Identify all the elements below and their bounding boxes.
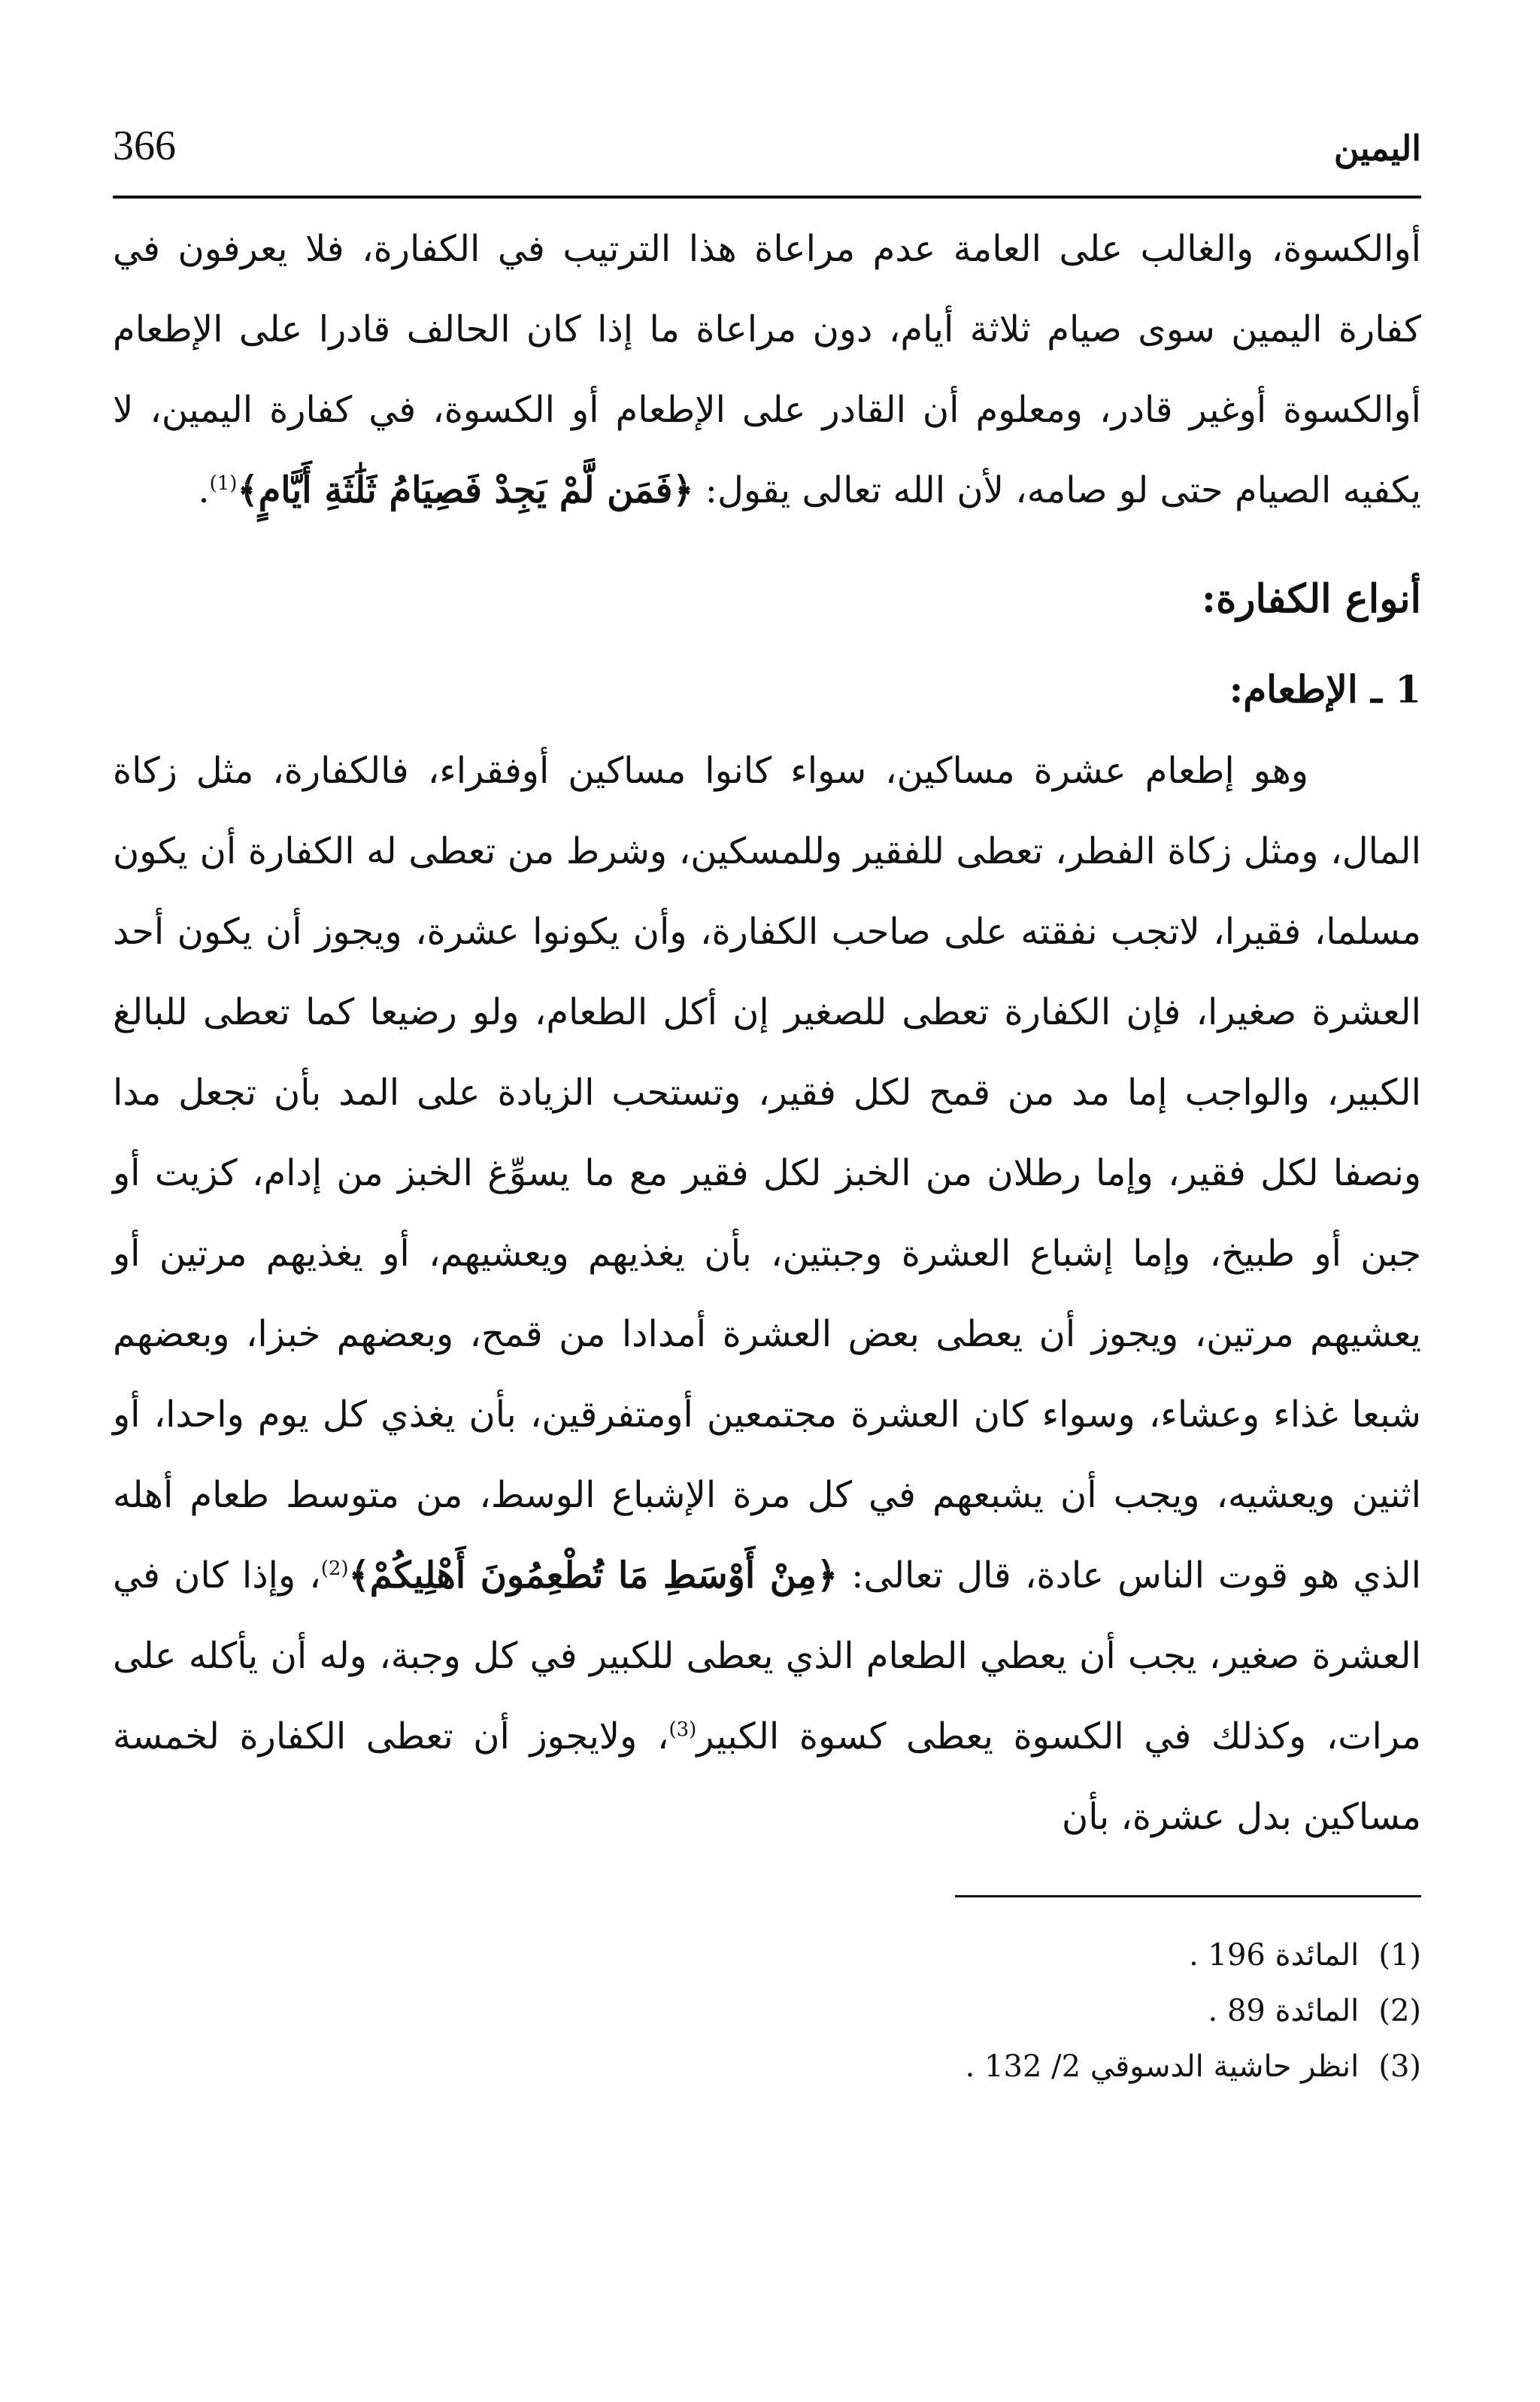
footnote-2 xyxy=(113,1983,1421,2039)
chapter-title: اليمين xyxy=(1333,128,1421,168)
footnote-1 xyxy=(113,1927,1421,1983)
footnote-ref-3[interactable]: (3) xyxy=(668,1718,697,1741)
intro-tail: . xyxy=(198,469,210,511)
book-page xyxy=(113,113,1421,2094)
quran-verse-2: ﴿مِنْ أَوْسَطِ مَا تُطْعِمُونَ أَهْلِيكُمْ﴾ xyxy=(348,1554,838,1597)
footnote-text: انظر حاشية الدسوقي 2/ 132 . xyxy=(965,2049,1360,2084)
footnote-number: (3) xyxy=(1378,2049,1421,2084)
footnote-ref-2[interactable]: (2) xyxy=(320,1557,349,1580)
main-text-2: ، وإذا كان في العشرة صغير، يجب أن يعطي الطعام الذي يعطى للكبير في كل وجبة، وله أن يأكله على مرات، وكذلك في الكسوة يعطى كسوة الكبير xyxy=(113,1554,1422,1758)
intro-text: أوالكسوة، والغالب على العامة عدم مراعاة هذا الترتيب في الكفارة، فلا يعرفون في كفارة اليمين سوى صيام ثلاثة أيام، دون مراعاة ما إذا كان الحالف قادرا على الإطعام أوالكسوة أوغير قادر، ومعلوم أن القادر على الإطعام أو الكسوة، في كفارة اليمين، لا يكفيه الصيام حتى لو صامه، لأن الله تعالى يقول: xyxy=(113,228,1421,511)
page-number: 366 xyxy=(113,123,176,169)
intro-paragraph xyxy=(113,209,1421,531)
footnote-text: المائدة 89 . xyxy=(1208,1994,1360,2028)
footnote-divider xyxy=(955,1895,1421,1897)
footnote-number: (1) xyxy=(1378,1938,1421,1973)
main-paragraph xyxy=(113,731,1421,1858)
main-text-3: ، ولايجوز أن تعطى الكفارة لخمسة مساكين بدل عشرة، بأن xyxy=(113,1715,1421,1838)
main-text-1: وهو إطعام عشرة مساكين، سواء كانوا مساكين أوفقراء، فالكفارة، مثل زكاة المال، ومثل زكاة الفطر، تعطى للفقير وللمسكين، وشرط من تعطى له الكفارة أن يكون مسلما، فقيرا، لاتجب نفقته على صاحب الكفارة، وأن يكونوا عشرة، ويجوز أن يكون أحد العشرة صغيرا، فإن الكفارة تعطى للصغير إن أكل الطعام، ولو رضيعا كما تعطى للبالغ الكبير، والواجب إما مد من قمح لكل فقير، وتستحب الزيادة على المد بأن تجعل مدا ونصفا لكل فقير، وإما رطلان من الخبز لكل فقير مع ما يسوِّغ الخبز من إدام، كزيت أو جبن أو طبيخ، وإما إشباع العشرة وجبتين، بأن يغذيهم ويعشيهم، أو يغذيهم مرتين أو يعشيهم مرتين، ويجوز أن يعطى بعض العشرة أمدادا من قمح، وبعضهم خبزا، وبعضهم شبعا غذاء وعشاء، وسواء كان العشرة مجتمعين أومتفرقين، بأن يغذي كل يوم واحدا، أو اثنين ويعشيه، ويجب أن يشبعهم في كل مرة الإشباع الوسط، من متوسط طعام أهله الذي هو قوت الناس عادة، قال تعالى: xyxy=(113,750,1422,1597)
section-heading: أنواع الكفارة: xyxy=(1201,576,1421,622)
footnotes xyxy=(113,1927,1421,2094)
quran-verse-1: ﴿فَمَن لَّمْ يَجِدْ فَصِيَامُ ثَلَٰثَةِ أَيَّامٍ﴾ xyxy=(237,469,694,511)
footnote-ref-1[interactable]: (1) xyxy=(209,472,238,495)
page-header xyxy=(113,113,1421,199)
footnote-3 xyxy=(113,2039,1421,2094)
subsection-heading: 1 ـ الإطعام: xyxy=(1229,667,1421,711)
footnote-number: (2) xyxy=(1378,1994,1421,2028)
footnote-text: المائدة 196 . xyxy=(1189,1938,1360,1973)
